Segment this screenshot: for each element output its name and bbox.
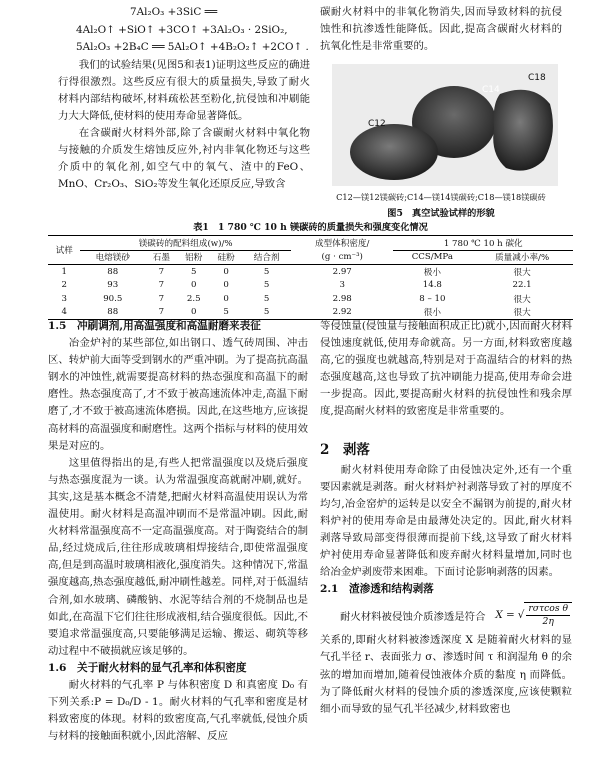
paragraph: 我们的试验结果(见图5和表1)证明这些反应的确进行得很激烈。这些反应有很大的质量损失,导致了耐火材料内部结构破坏,材料疏松甚至粉化,抗侵蚀和冲刷能力大大降低,使材料的使用寿命显著降低。 xyxy=(58,58,310,122)
cell: 5 xyxy=(191,266,197,277)
left-column-top xyxy=(58,4,310,193)
cell: 93 xyxy=(107,280,119,291)
header-graphite: 石墨 xyxy=(152,253,170,264)
label-c18: C18 xyxy=(528,73,546,83)
table-1 xyxy=(48,221,573,320)
cell: 0 xyxy=(191,307,197,318)
data-table xyxy=(48,235,573,320)
formula-numerator: rστcos θ xyxy=(528,603,568,615)
section-heading-1-5: 1.5 冲刷调剂,用高温强度和高温耐磨来表征 xyxy=(48,320,261,332)
sample-c12 xyxy=(350,124,438,180)
cell: 88 xyxy=(107,266,119,277)
table-caption: 表1 1 780 ℃ 10 h 镁碳砖的质量损失和强度变化情况 xyxy=(193,222,428,233)
cell: 很小 xyxy=(423,308,441,319)
cell: 5 xyxy=(263,280,270,291)
section-heading-1-6: 1.6 关于耐火材料的显气孔率和体积密度 xyxy=(48,661,247,674)
paragraph: 关系的,即耐火材料被渗透深度 X 是随着耐火材料的显气孔半径 r、表面张力 σ、渗透时间 τ 和润湿角 θ 的余弦的增加而增加,随着侵蚀液体介质的黏度 η 而降低。为了降低耐火材料的侵蚀介质的渗透深度,应该使颗粒细小而导致的显气孔半径减少,材料致密也 xyxy=(320,634,572,715)
paragraph: 等侵蚀量(侵蚀量与接触面积成正比)就小,因而耐火材料侵蚀速度就低,使用寿命就高。另一方面,材料致密度越高,它的强度也就越高,特别是对于高温结合的材料的热态强度越高,这也导致了抗冲刷能力提高,使用寿命会进一步提高。因此,要提高耐火材料的抗侵蚀性和残余厚度,提高耐火材料的致密度是非常重要的。 xyxy=(320,320,572,418)
cell: 2.92 xyxy=(332,307,352,318)
sample-photo xyxy=(332,64,558,186)
cell: 2.97 xyxy=(332,266,352,277)
header-fused-magnesia: 电熔镁砂 xyxy=(95,253,130,264)
cell: 2.5 xyxy=(186,293,201,304)
paragraph: 耐火材料的气孔率 P 与体积密度 D 和真密度 D₀ 有下列关系:P = D₀/D - 1。耐火材料的气孔率和密度是材料致密度的体现。材料的致密度高,气孔率就低,侵蚀介质与材料的接触面积就小,因此溶解、反应 xyxy=(48,678,308,743)
table-row xyxy=(48,292,573,306)
cell: 22.1 xyxy=(512,280,532,291)
cell: 5 xyxy=(263,293,270,304)
figure-5 xyxy=(320,58,562,218)
cell: 5 xyxy=(263,307,270,318)
cell: 2.98 xyxy=(332,293,352,304)
cell: 0 xyxy=(223,293,229,304)
sample-photo-drawing xyxy=(332,64,558,186)
cell: 88 xyxy=(107,307,119,318)
header-si-powder: 硅粉 xyxy=(217,253,235,264)
paragraph: 碳耐火材料中的非氧化物消失,因而导致材料的抗侵蚀性和抗渗透性能降低。因此,提高含碳耐火材料的抗氧化性是非常重要的。 xyxy=(320,6,562,53)
penetration-formula-line xyxy=(320,598,572,632)
section-heading-2-1: 2.1 渣渗透和结构剥落 xyxy=(320,583,434,596)
paragraph: 耐火材料被侵蚀介质渗透是符合 xyxy=(340,610,486,623)
left-column-bottom xyxy=(48,318,308,745)
header-binder: 结合剂 xyxy=(253,253,280,264)
header-density-unit: (g · cm⁻³) xyxy=(321,252,363,262)
label-c14: C14 xyxy=(482,85,500,95)
cell: 4 xyxy=(61,307,67,318)
cell: 90.5 xyxy=(103,293,123,304)
table-row xyxy=(48,265,573,279)
header-density: 成型体积密度/ xyxy=(314,239,370,249)
right-column-top xyxy=(320,4,562,55)
cell: 5 xyxy=(263,266,270,277)
label-c12: C12 xyxy=(368,119,386,129)
figure-note: C12—镁12镁碳砖;C14—镁14镁碳砖;C18—镁18镁碳砖 xyxy=(336,192,546,202)
formula-denominator: 2η xyxy=(542,616,554,628)
reaction-equation-3: 5Al₂O₃ +2B₄C ══ 5Al₂O↑ +4B₂O₂↑ +2CO↑ . xyxy=(76,41,309,53)
paragraph: 这里值得指出的是,有些人把常温强度以及烧后强度与热态强度混为一谈。认为常温强度高就耐冲刷,就好。其实,这是基本概念不清楚,把耐火材料高温使用误认为常温使用。耐火材料是高温冲刷而不是常温冲刷。因此,耐火材料常温强度高不一定高温强度高。对于陶瓷结合的制品,经过烧成后,往往形成玻璃相焊接结合,即使常温强度高,但是到高温时玻璃相液化,强度消失。这种情况下,常温强度越高,热态强度越低,耐冲刷性越差。同样,对于低温结合剂,如水玻璃、磷酸钠、水泥等结合剂的不烧制品也是如此,在高温下它们往往形成液相,结合强度很低。因此,不要追求常温强度高,只要能够满足运输、搬运、砌筑等移动过程中不破损就应该足够的。 xyxy=(48,456,308,657)
cell: 14.8 xyxy=(422,280,442,291)
cell: 5 xyxy=(223,307,229,318)
cell: 很大 xyxy=(513,308,531,319)
paragraph: 在含碳耐火材料外部,除了含碳耐火材料中氧化物与接触的介质发生熔蚀反应外,衬内非氧化物还与这些介质中的氧化剂,如空气中的氧气、渣中的FeO、MnO、Cr₂O₃、SiO₂等发生氧化还原反应,导致含 xyxy=(58,126,310,191)
penetration-formula xyxy=(495,602,572,628)
paragraph: 耐火材料使用寿命除了由侵蚀决定外,还有一个重要因素就是剥落。耐火材料炉衬剥落导致了衬的厚度不均匀,冶金窑炉的运转是以安全不漏钢为前提的,耐火材料炉衬的使用寿命是由最薄处决定的。因此,耐火材料剥落导致局部变得很薄而提前下线,这导致了耐火材料炉衬使用寿命显著降低和废弃耐火材料量增加,同时也给冶金炉剥废带来困难。下面讨论影响剥落的因素。 xyxy=(320,463,572,579)
figure-caption: 图5 真空试验试样的形貌 xyxy=(387,208,495,219)
cell: 2 xyxy=(61,280,67,291)
cell: 很大 xyxy=(513,267,531,278)
header-mass-loss: 质量减小率/% xyxy=(495,253,550,264)
right-column-bottom xyxy=(320,318,572,718)
table-row xyxy=(48,279,573,293)
cell: 7 xyxy=(158,293,165,304)
header-al-powder: 铝粉 xyxy=(185,253,203,264)
cell: 0 xyxy=(223,280,229,291)
header-ccs: CCS/MPa xyxy=(411,252,453,263)
reaction-equation-2: 4Al₂O↑ +SiO↑ +3CO↑ +3Al₂O₃ · 2SiO₂, xyxy=(76,23,288,36)
formula-lhs: X = xyxy=(495,609,515,622)
cell: 8 – 10 xyxy=(419,293,446,304)
cell: 3 xyxy=(339,280,345,291)
cell: 1 xyxy=(61,266,67,277)
header-carbonization: 1 780 ℃ 10 h 碳化 xyxy=(393,236,573,251)
cell: 0 xyxy=(191,280,197,291)
cell: 3 xyxy=(61,293,67,304)
header-formula: 镁碳砖的配料组成(w)/% xyxy=(80,236,291,251)
reaction-equation-1: 7Al₂O₃ +3SiC ══ xyxy=(130,6,218,18)
section-heading-2: 2 剥落 xyxy=(320,441,370,458)
sample-c18 xyxy=(493,90,553,171)
cell: 0 xyxy=(223,266,229,277)
cell: 很大 xyxy=(513,294,531,305)
cell: 7 xyxy=(158,280,165,291)
cell: 极小 xyxy=(423,267,441,278)
cell: 7 xyxy=(158,307,165,318)
cell: 7 xyxy=(158,266,165,277)
paragraph: 冶金炉衬的某些部位,如出钢口、透气砖周围、冲击区、转炉前大面等受到钢水的严重冲刷。为了提高抗高温钢水的冲蚀性,就需要提高材料的热态强度和高温下的耐磨性。热态强度高了,才不致于被高速流体冲走,高温下耐磨了,才不致于被高速流体磨损。因此,在这些地方,应该提高材料的高温强度和耐磨性。这两个指标与材料的使用效果是对应的。 xyxy=(48,337,308,452)
sqrt-sign: √ $\frac{\text{rστcos θ}}{2\eta}$ xyxy=(518,602,572,628)
header-sample: 试样 xyxy=(55,246,73,256)
